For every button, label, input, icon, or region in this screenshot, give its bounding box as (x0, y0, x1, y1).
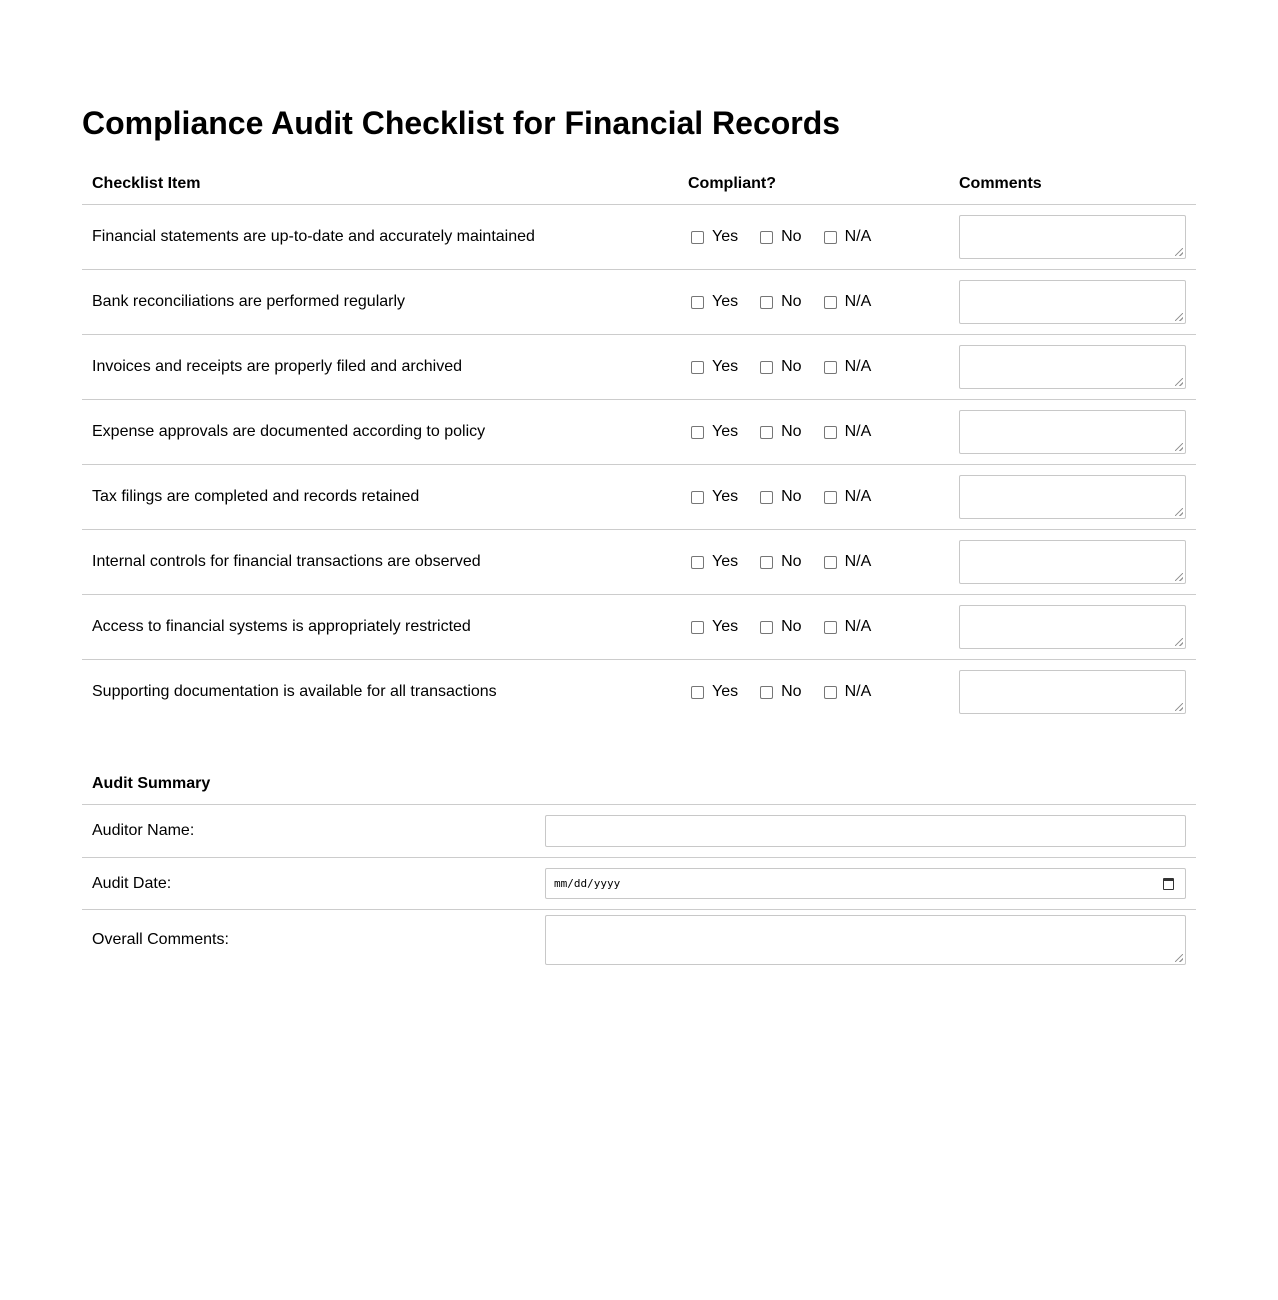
option-no[interactable] (757, 618, 801, 636)
checkbox-yes[interactable] (691, 231, 704, 244)
option-no[interactable] (757, 358, 801, 376)
comments-textarea[interactable] (959, 280, 1186, 324)
header-comments: Comments (949, 164, 1196, 205)
checkbox-na[interactable] (824, 491, 837, 504)
option-na[interactable] (821, 618, 872, 636)
overall-comments-row (82, 910, 1196, 971)
overall-comments-label: Overall Comments: (92, 931, 229, 948)
checkbox-na[interactable] (824, 296, 837, 309)
option-yes[interactable] (688, 293, 738, 311)
header-compliant: Compliant? (678, 164, 949, 205)
auditor-name-row (82, 805, 1196, 858)
comments-textarea[interactable] (959, 475, 1186, 519)
checkbox-yes[interactable] (691, 621, 704, 634)
compliance-options (688, 293, 939, 311)
checkbox-yes[interactable] (691, 686, 704, 699)
audit-summary-table (82, 764, 1196, 970)
checklist-row (82, 270, 1196, 335)
checkbox-na[interactable] (824, 621, 837, 634)
resize-grip-icon[interactable] (1175, 443, 1183, 451)
option-label: N/A (844, 293, 872, 310)
compliance-options (688, 423, 939, 441)
checklist-item-label: Invoices and receipts are properly filed and archived (82, 335, 678, 400)
comments-textarea[interactable] (959, 605, 1186, 649)
option-label: Yes (712, 358, 739, 375)
audit-date-placeholder: mm/dd/yyyy (554, 877, 621, 890)
option-label: Yes (712, 618, 739, 635)
option-no[interactable] (757, 293, 801, 311)
checklist-row (82, 205, 1196, 270)
resize-grip-icon[interactable] (1175, 954, 1183, 962)
checklist-item-label: Financial statements are up-to-date and accurately maintained (82, 205, 678, 270)
comments-textarea[interactable] (959, 345, 1186, 389)
checkbox-na[interactable] (824, 361, 837, 374)
compliance-options (688, 488, 939, 506)
calendar-icon[interactable] (1163, 878, 1174, 890)
option-label: No (781, 293, 802, 310)
option-yes[interactable] (688, 488, 738, 506)
option-label: N/A (844, 228, 872, 245)
checklist-table (82, 164, 1196, 724)
resize-grip-icon[interactable] (1175, 378, 1183, 386)
option-label: Yes (712, 293, 739, 310)
audit-date-label: Audit Date: (82, 858, 535, 910)
option-na[interactable] (821, 423, 872, 441)
compliance-options (688, 228, 939, 246)
checklist-row (82, 595, 1196, 660)
audit-date-row (82, 858, 1196, 910)
option-yes[interactable] (688, 618, 738, 636)
option-no[interactable] (757, 488, 801, 506)
option-no[interactable] (757, 553, 801, 571)
checkbox-yes[interactable] (691, 556, 704, 569)
checkbox-yes[interactable] (691, 361, 704, 374)
compliance-options (688, 553, 939, 571)
option-label: No (781, 488, 802, 505)
option-label: No (781, 618, 802, 635)
option-na[interactable] (821, 553, 872, 571)
checklist-item-label: Internal controls for financial transactions are observed (82, 530, 678, 595)
checklist-item-label: Supporting documentation is available for all transactions (92, 683, 497, 700)
checkbox-na[interactable] (824, 231, 837, 244)
checkbox-na[interactable] (824, 556, 837, 569)
auditor-name-input[interactable] (545, 815, 1186, 847)
option-label: Yes (712, 683, 739, 700)
checkbox-yes[interactable] (691, 426, 704, 439)
checklist-row (82, 400, 1196, 465)
option-label: Yes (712, 488, 739, 505)
checklist-row (82, 465, 1196, 530)
checkbox-no[interactable] (760, 426, 773, 439)
option-na[interactable] (821, 683, 872, 701)
option-label: No (781, 553, 802, 570)
audit-summary-heading: Audit Summary (82, 764, 1196, 805)
checkbox-no[interactable] (760, 686, 773, 699)
resize-grip-icon[interactable] (1175, 573, 1183, 581)
resize-grip-icon[interactable] (1175, 703, 1183, 711)
option-label: N/A (844, 423, 872, 440)
compliance-options (688, 618, 939, 636)
comments-textarea[interactable] (959, 410, 1186, 454)
option-na[interactable] (821, 228, 872, 246)
option-label: N/A (844, 358, 872, 375)
checkbox-no[interactable] (760, 491, 773, 504)
option-no[interactable] (757, 228, 801, 246)
option-label: Yes (712, 553, 739, 570)
overall-comments-textarea[interactable] (545, 915, 1186, 965)
option-no[interactable] (757, 423, 801, 441)
option-yes[interactable] (688, 683, 738, 701)
checkbox-na[interactable] (824, 686, 837, 699)
resize-grip-icon[interactable] (1175, 638, 1183, 646)
resize-grip-icon[interactable] (1175, 248, 1183, 256)
resize-grip-icon[interactable] (1175, 313, 1183, 321)
summary-header-row (82, 764, 1196, 805)
option-label: No (781, 228, 802, 245)
checkbox-no[interactable] (760, 621, 773, 634)
comments-textarea[interactable] (959, 540, 1186, 584)
option-na[interactable] (821, 293, 872, 311)
option-label: No (781, 683, 802, 700)
checkbox-no[interactable] (760, 296, 773, 309)
checkbox-na[interactable] (824, 426, 837, 439)
checklist-item-label: Tax filings are completed and records retained (82, 465, 678, 530)
checkbox-no[interactable] (760, 556, 773, 569)
checkbox-no[interactable] (760, 361, 773, 374)
checklist-row (82, 530, 1196, 595)
checklist-row (82, 660, 1196, 725)
checkbox-yes[interactable] (691, 296, 704, 309)
option-label: Yes (712, 228, 739, 245)
auditor-name-label: Auditor Name: (82, 805, 535, 858)
header-checklist-item: Checklist Item (82, 164, 678, 205)
audit-date-input[interactable] (545, 868, 1186, 899)
option-label: No (781, 358, 802, 375)
option-label: N/A (844, 553, 872, 570)
option-yes[interactable] (688, 228, 738, 246)
comments-textarea[interactable] (959, 670, 1186, 714)
option-na[interactable] (821, 358, 872, 376)
resize-grip-icon[interactable] (1175, 508, 1183, 516)
compliance-options (688, 683, 939, 701)
option-yes[interactable] (688, 553, 738, 571)
option-no[interactable] (757, 683, 801, 701)
checklist-header-row (82, 164, 1196, 205)
checklist-row (82, 335, 1196, 400)
checklist-item-label: Bank reconciliations are performed regularly (82, 270, 678, 335)
checkbox-no[interactable] (760, 231, 773, 244)
option-label: Yes (712, 423, 739, 440)
checklist-item-label: Expense approvals are documented according to policy (82, 400, 678, 465)
comments-textarea[interactable] (959, 215, 1186, 259)
option-yes[interactable] (688, 423, 738, 441)
compliance-options (688, 358, 939, 376)
option-yes[interactable] (688, 358, 738, 376)
checkbox-yes[interactable] (691, 491, 704, 504)
option-label: N/A (844, 488, 872, 505)
option-label: No (781, 423, 802, 440)
page-title: Compliance Audit Checklist for Financial Records (82, 105, 841, 141)
option-label: N/A (844, 618, 872, 635)
option-label: N/A (844, 683, 872, 700)
option-na[interactable] (821, 488, 872, 506)
checklist-item-label: Access to financial systems is appropriately restricted (82, 595, 678, 660)
